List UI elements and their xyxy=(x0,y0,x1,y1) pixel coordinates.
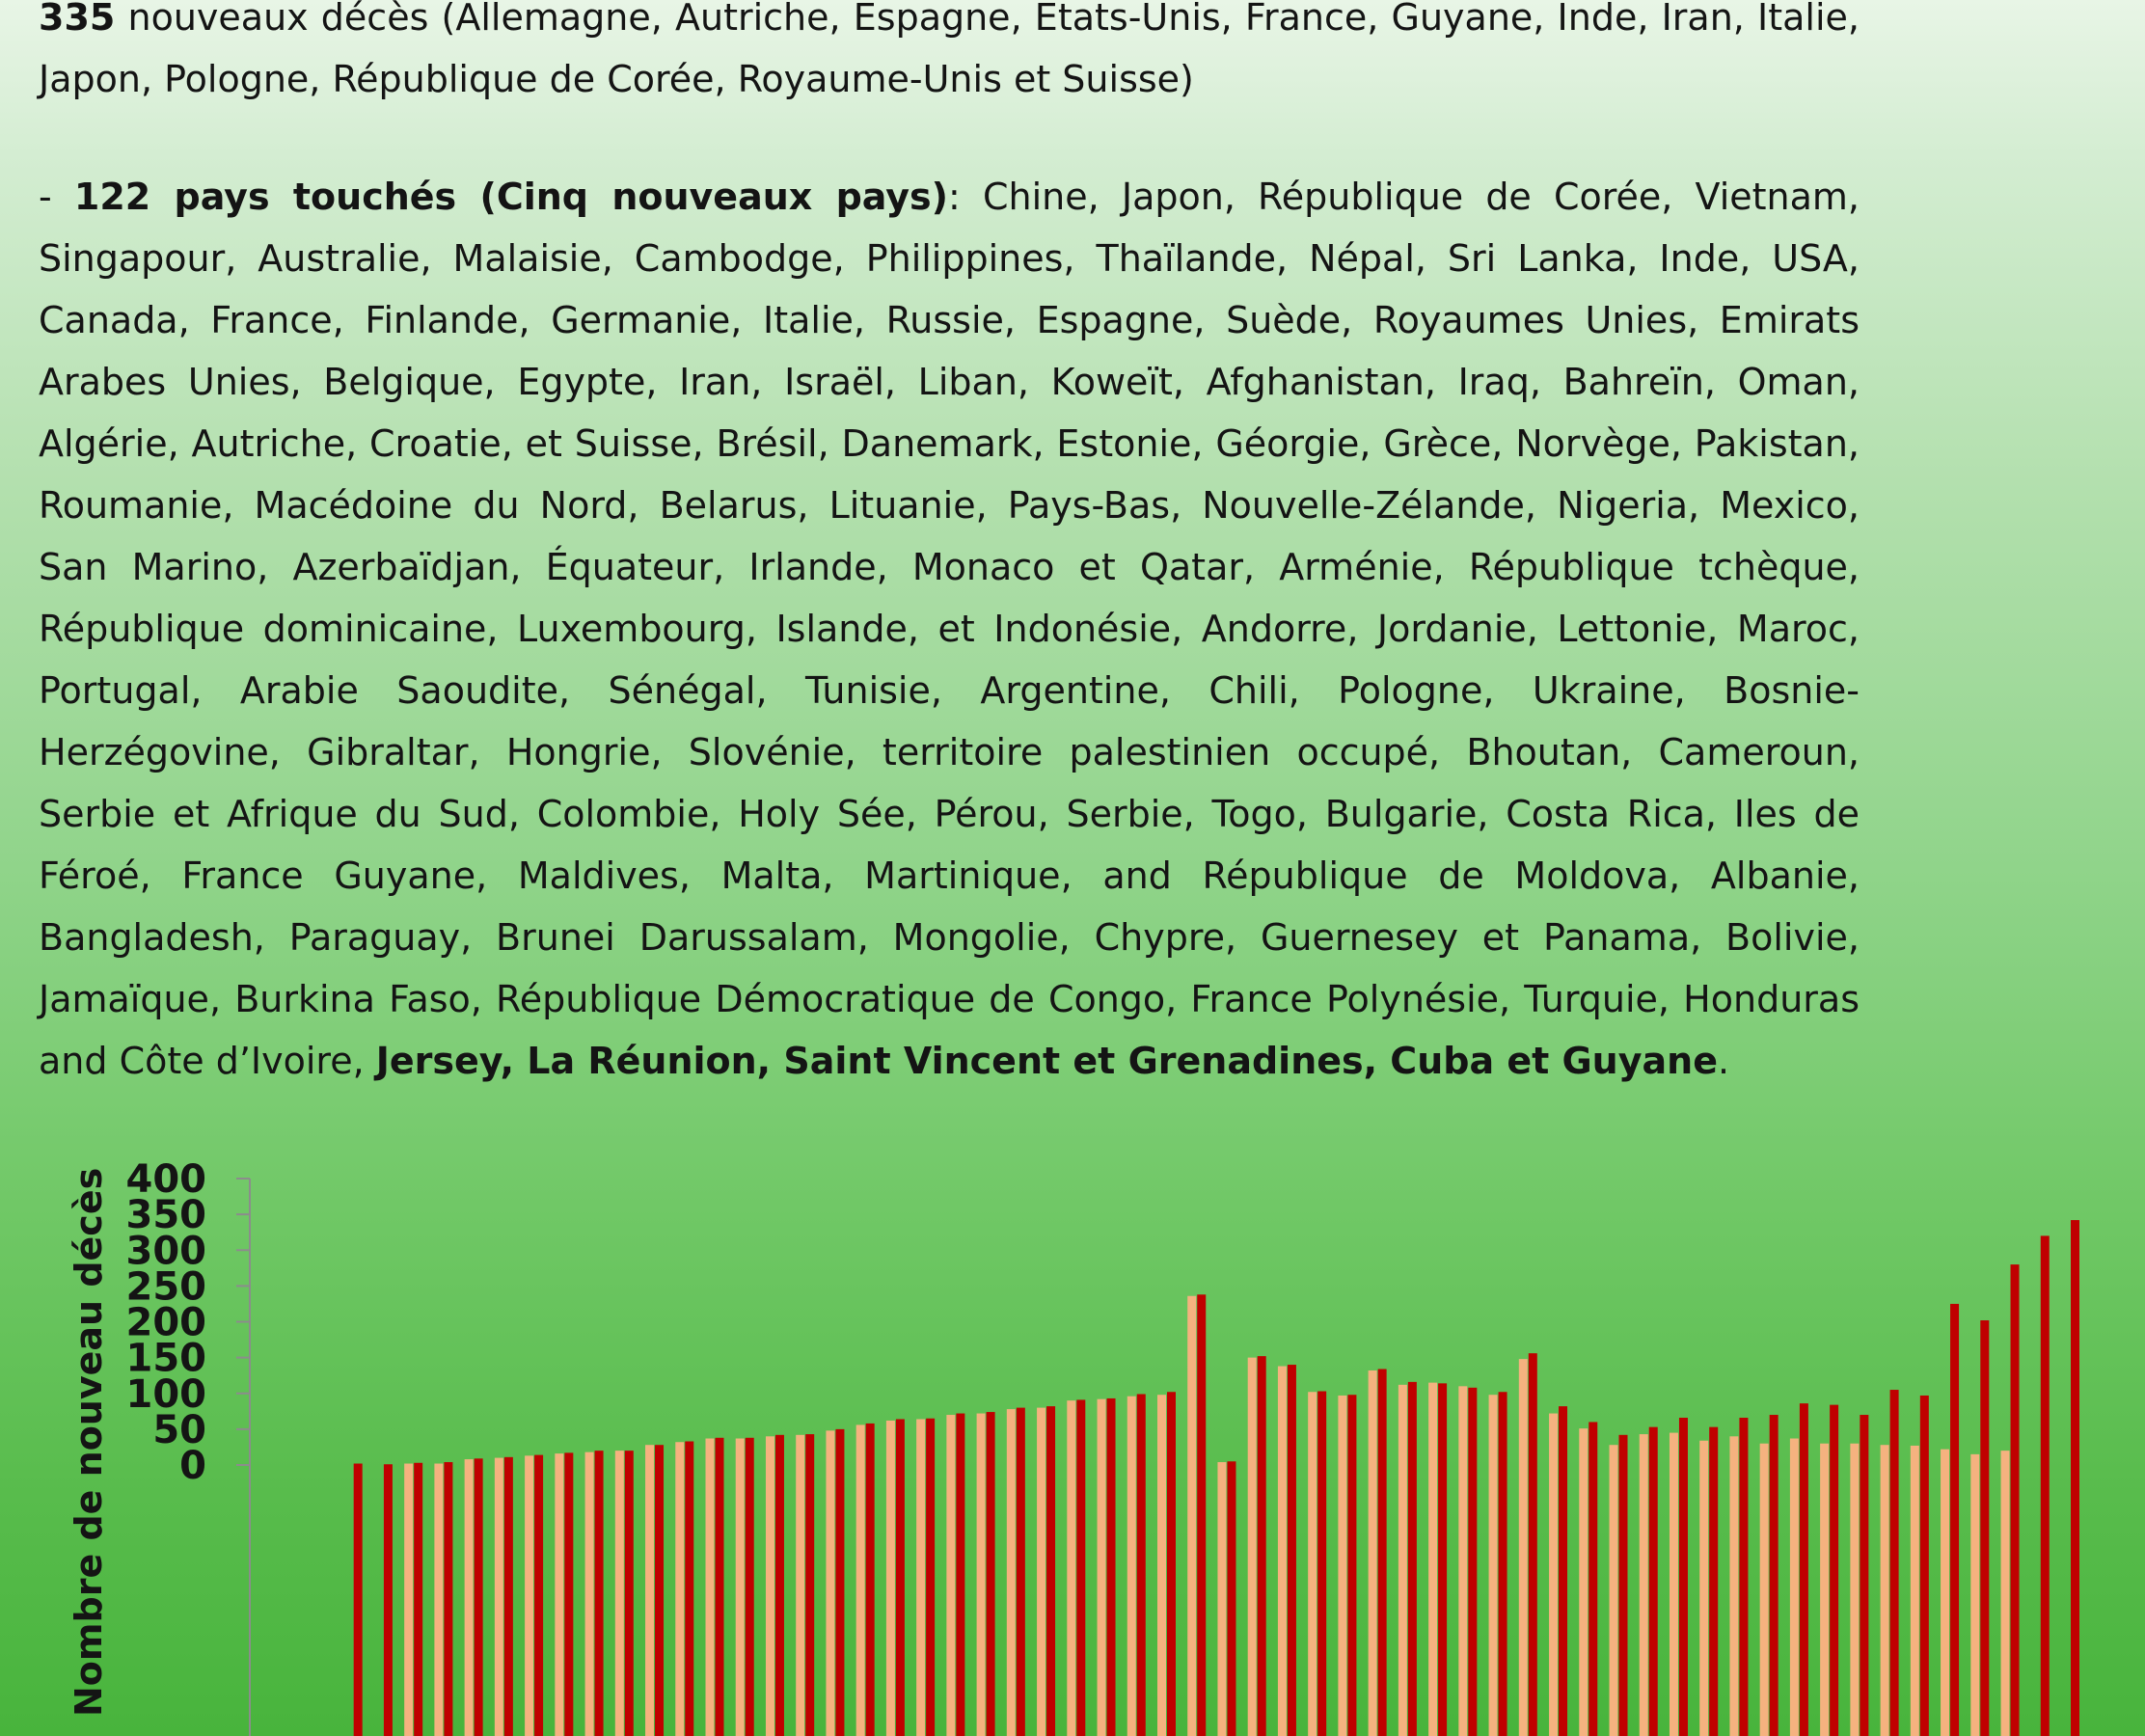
bar-series-a xyxy=(1369,1370,1377,1736)
new-deaths-chart xyxy=(0,1138,2145,1736)
bar-series-a xyxy=(1067,1400,1075,1736)
bar-series-b xyxy=(1739,1418,1748,1736)
bar-series-a xyxy=(1007,1409,1016,1736)
bar-series-b xyxy=(475,1458,483,1736)
y-tick-label: 50 xyxy=(152,1407,206,1452)
bar-series-a xyxy=(1579,1428,1588,1736)
bar-series-a xyxy=(796,1435,804,1736)
bar-series-b xyxy=(1438,1383,1447,1736)
heading-colon: : xyxy=(948,176,983,218)
bar-series-a xyxy=(1820,1444,1829,1736)
bar-series-b xyxy=(414,1463,422,1736)
bar-series-a xyxy=(1881,1445,1889,1736)
bar-series-b xyxy=(685,1441,693,1736)
bar-series-b xyxy=(896,1419,905,1736)
bar-series-b xyxy=(1107,1398,1116,1736)
bar-series-a xyxy=(1308,1392,1317,1736)
list-bullet: - xyxy=(39,176,74,218)
bar-series xyxy=(354,1220,2079,1736)
bar-series-a xyxy=(826,1430,834,1736)
y-tick-label: 0 xyxy=(179,1444,206,1488)
new-deaths-countries: nouveaux décès (Allemagne, Autriche, Espagne, Etats-Unis, France, Guyane, Inde, Iran, Italie, Japon, Pologne, République de Corée, Royaume-Unis et Suisse) xyxy=(39,0,1860,100)
bar-series-b xyxy=(775,1435,784,1736)
y-tick-label: 100 xyxy=(125,1371,206,1417)
bar-series-a xyxy=(1428,1383,1437,1736)
bar-series-a xyxy=(495,1458,503,1736)
y-axis-label: Nombre de nouveau décès xyxy=(68,1167,110,1717)
bar-series-a xyxy=(1970,1454,1979,1736)
bar-series-b xyxy=(1830,1405,1838,1736)
bar-series-b xyxy=(655,1445,664,1736)
bar-series-b xyxy=(1950,1304,1959,1736)
bar-series-a xyxy=(1729,1436,1738,1736)
bar-series-a xyxy=(1037,1408,1045,1736)
new-deaths-count: 335 xyxy=(39,0,116,39)
bar-series-a xyxy=(1640,1434,1648,1736)
bar-series-a xyxy=(1398,1385,1407,1736)
bar-series-a xyxy=(766,1436,774,1736)
bar-series-b xyxy=(1529,1353,1537,1736)
affected-countries-paragraph xyxy=(39,166,1860,1092)
bar-series-b xyxy=(1619,1435,1628,1736)
bar-series-b xyxy=(595,1451,604,1736)
bar-series-a xyxy=(2001,1451,2010,1736)
bar-series-a xyxy=(1458,1386,1467,1736)
bar-series-b xyxy=(1800,1403,1808,1736)
bar-series-a xyxy=(1217,1462,1226,1736)
bar-series-b xyxy=(1408,1382,1417,1736)
affected-countries-list: Chine, Japon, République de Corée, Vietnam, Singapour, Australie, Malaisie, Cambodge, Philippines, Thaïlande, Népal, Sri Lanka, Inde, USA, Canada, France, Finlande, Germanie, Italie, Russie, Espagne, Suède, Royaumes Unies, Emirats Arabes Unies, Belgique, Egypte, Iran, Israël, Liban, Koweït, Afghanistan, Iraq, Bahreïn, Oman, Algérie, Autriche, Croatie, et Suisse, Brésil, Danemark, Estonie, Géorgie, Grèce, Norvège, Pakistan, Roumanie, Macédoine du Nord, Belarus, Lituanie, Pays-Bas, Nouvelle-Zélande, Nigeria, Mexico, San Marino, Azerbaïdjan, Équateur, Irlande, Monaco et Qatar, Arménie, République tchèque, République dominicaine, Luxembourg, Islande, et Indonésie, Andorre, Jordanie, Lettonie, Maroc, Portugal, Arabie Saoudite, Sénégal, Tunisie, Argentine, Chili, Pologne, Ukraine, Bosnie-Herzégovine, Gibraltar, Hongrie, Slovénie, territoire palestinien occupé, Bhoutan, Cameroun, Serbie et Afrique du Sud, Colombie, Holy Sée, Pérou, Serbie, Togo, Bulgarie, Costa Rica, Iles de Féroé, France Guyane, Maldives, Malta, Martinique, and République de Moldova, Albanie, Bangladesh, Paraguay, Brunei Darussalam, Mongolie, Chypre, Guernesey et Panama, Bolivie, Jamaïque, Burkina Faso, République Démocratique de Congo, France Polynésie, Turquie, Honduras and Côte d’Ivoire, xyxy=(39,176,1860,1082)
bar-series-a xyxy=(615,1451,624,1736)
y-tick-label: 400 xyxy=(125,1157,206,1202)
bar-series-b xyxy=(2011,1264,2020,1736)
bar-series-b xyxy=(1137,1394,1146,1736)
bar-series-b xyxy=(2071,1220,2079,1736)
bar-series-b xyxy=(1709,1427,1718,1736)
bar-series-a xyxy=(916,1419,925,1736)
bar-series-a xyxy=(886,1421,895,1736)
bar-series-a xyxy=(555,1453,563,1736)
bar-series-a xyxy=(1338,1396,1346,1736)
chart-svg xyxy=(0,1138,2145,1736)
bar-series-b xyxy=(1920,1396,1929,1736)
bar-series-a xyxy=(1248,1358,1257,1736)
bar-series-b xyxy=(354,1464,363,1736)
bar-series-b xyxy=(1860,1415,1868,1736)
bar-series-b xyxy=(1317,1392,1326,1736)
paragraph-end: . xyxy=(1717,1040,1730,1082)
bar-series-a xyxy=(946,1415,955,1736)
bar-series-a xyxy=(404,1464,413,1736)
bar-series-a xyxy=(1790,1439,1799,1736)
bar-series-b xyxy=(1980,1320,1989,1736)
bar-series-b xyxy=(1679,1418,1688,1736)
y-tick-label: 250 xyxy=(125,1264,206,1310)
bar-series-b xyxy=(504,1457,513,1736)
bar-series-b xyxy=(1017,1408,1025,1736)
bar-series-b xyxy=(746,1438,754,1736)
bar-series-b xyxy=(805,1434,814,1736)
bar-series-b xyxy=(384,1464,393,1736)
bar-series-b xyxy=(866,1424,875,1736)
bar-series-b xyxy=(1258,1356,1266,1736)
bar-series-a xyxy=(465,1459,474,1736)
bar-series-a xyxy=(1670,1433,1678,1736)
bar-series-b xyxy=(1559,1406,1567,1736)
bar-series-b xyxy=(1770,1415,1778,1736)
bar-series-a xyxy=(736,1439,745,1736)
bar-series-b xyxy=(1288,1365,1296,1736)
bar-series-b xyxy=(1076,1399,1085,1736)
bar-series-b xyxy=(534,1455,543,1736)
bar-series-a xyxy=(977,1414,986,1736)
bar-series-a xyxy=(706,1439,715,1736)
bar-series-b xyxy=(987,1412,995,1736)
bar-series-a xyxy=(1941,1450,1949,1736)
bar-series-b xyxy=(444,1462,452,1736)
bar-series-a xyxy=(434,1464,443,1736)
bar-series-a xyxy=(1610,1445,1618,1736)
bar-series-b xyxy=(1588,1422,1597,1736)
bar-series-b xyxy=(1499,1392,1507,1736)
bar-series-b xyxy=(956,1414,964,1736)
bar-series-a xyxy=(585,1452,594,1736)
bar-series-b xyxy=(1347,1395,1356,1736)
bar-series-b xyxy=(1649,1427,1658,1736)
bar-series-a xyxy=(1187,1296,1196,1736)
bar-series-b xyxy=(835,1429,844,1736)
bar-series-b xyxy=(716,1438,724,1736)
bar-series-a xyxy=(1127,1397,1136,1736)
bar-series-a xyxy=(525,1455,533,1736)
bar-series-a xyxy=(856,1424,865,1736)
bar-series-a xyxy=(1098,1399,1106,1736)
y-tick-label: 300 xyxy=(125,1229,206,1274)
new-deaths-paragraph xyxy=(39,0,1860,110)
bar-series-a xyxy=(645,1445,654,1736)
affected-countries-heading: 122 pays touchés (Cinq nouveaux pays) xyxy=(73,176,949,218)
bar-series-a xyxy=(1549,1414,1558,1736)
bar-series-b xyxy=(1227,1461,1235,1736)
bar-series-b xyxy=(1167,1392,1176,1736)
bar-series-b xyxy=(625,1451,634,1736)
bar-series-a xyxy=(1489,1395,1498,1736)
bar-series-a xyxy=(1157,1395,1166,1736)
y-tick-label: 350 xyxy=(125,1193,206,1238)
y-axis-ticks xyxy=(126,1157,251,1488)
y-tick-label: 200 xyxy=(125,1300,206,1345)
bar-series-b xyxy=(1197,1294,1206,1736)
bar-series-b xyxy=(926,1419,935,1736)
bar-series-a xyxy=(1519,1359,1528,1736)
new-countries-list: Jersey, La Réunion, Saint Vincent et Grenadines, Cuba et Guyane xyxy=(375,1040,1718,1082)
bar-series-b xyxy=(1468,1388,1477,1736)
bar-series-a xyxy=(1699,1441,1708,1736)
bar-series-a xyxy=(675,1442,684,1736)
bar-series-a xyxy=(1278,1367,1287,1736)
bar-series-b xyxy=(2041,1235,2050,1736)
bar-series-b xyxy=(564,1452,573,1736)
bar-series-a xyxy=(1760,1444,1769,1736)
bar-series-a xyxy=(1911,1446,1919,1736)
bar-series-b xyxy=(1046,1406,1055,1736)
y-tick-label: 150 xyxy=(125,1336,206,1381)
bar-series-b xyxy=(1890,1390,1899,1736)
bar-series-a xyxy=(1850,1444,1859,1736)
bar-series-b xyxy=(1378,1370,1387,1736)
